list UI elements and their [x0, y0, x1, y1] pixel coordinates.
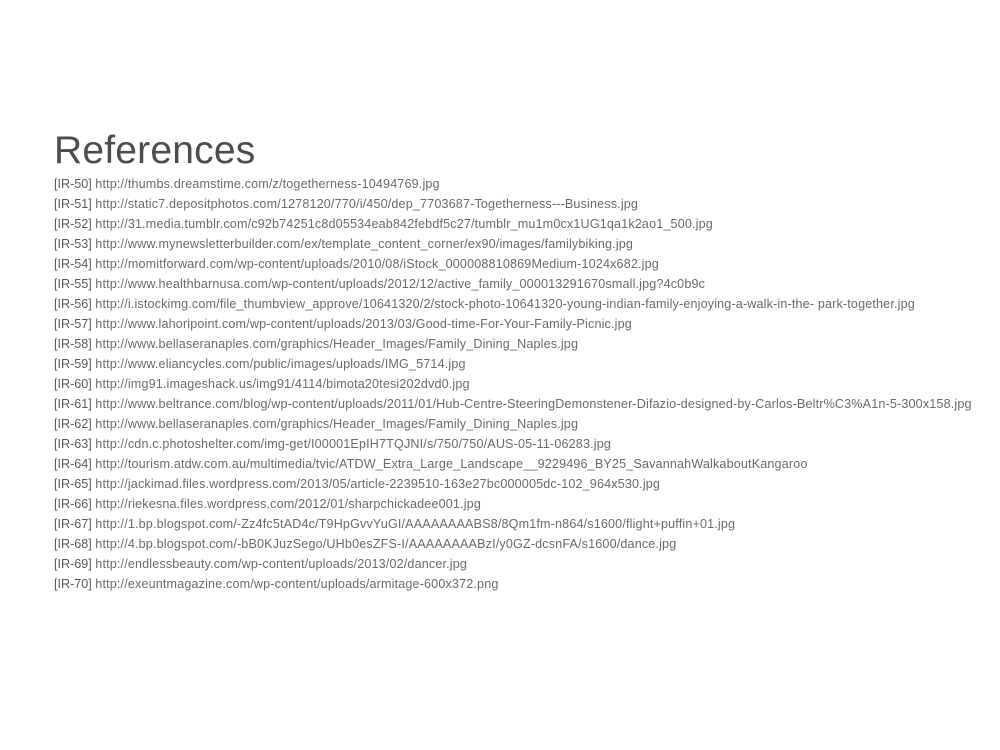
reference-id: [IR-54] [54, 257, 92, 271]
reference-id: [IR-62] [54, 417, 92, 431]
reference-id: [IR-69] [54, 557, 92, 571]
reference-item [54, 194, 986, 214]
reference-id: [IR-59] [54, 357, 92, 371]
reference-item [54, 314, 986, 334]
reference-item [54, 414, 986, 434]
reference-item [54, 354, 986, 374]
reference-link[interactable]: http://riekesna.files.wordpress.com/2012/01/sharpchickadee001.jpg [95, 497, 481, 511]
reference-link[interactable]: http://jackimad.files.wordpress.com/2013/05/article-2239510-163e27bc000005dc-102_964x530.jpg [95, 477, 661, 491]
reference-id: [IR-51] [54, 197, 92, 211]
reference-id: [IR-61] [54, 397, 92, 411]
reference-link[interactable]: http://static7.depositphotos.com/1278120/770/i/450/dep_7703687-Togetherness---Business.jpg [95, 197, 639, 211]
reference-item [54, 534, 986, 554]
reference-link[interactable]: http://www.lahoripoint.com/wp-content/uploads/2013/03/Good-time-For-Your-Family-Picnic.jpg [95, 317, 632, 331]
reference-item [54, 554, 986, 574]
reference-link[interactable]: http://www.bellaseranaples.com/graphics/Header_Images/Family_Dining_Naples.jpg [95, 417, 579, 431]
reference-id: [IR-58] [54, 337, 92, 351]
reference-link[interactable]: http://www.healthbarnusa.com/wp-content/uploads/2012/12/active_family_000013291670small.jpg?4c0b9c [95, 277, 706, 291]
reference-link[interactable]: http://31.media.tumblr.com/c92b74251c8d05534eab842febdf5c27/tumblr_mu1m0cx1UG1qa1k2ao1_500.jpg [95, 217, 713, 231]
reference-id: [IR-63] [54, 437, 92, 451]
reference-link[interactable]: http://www.beltrance.com/blog/wp-content/uploads/2011/01/Hub-Centre-SteeringDemonstener-Difazio-designed-by-Carlos-Beltr%C3%A1n-5-300x158.jpg [95, 397, 972, 411]
reference-item [54, 574, 986, 594]
reference-list [54, 174, 986, 594]
reference-item [54, 474, 986, 494]
reference-id: [IR-65] [54, 477, 92, 491]
reference-item [54, 234, 986, 254]
reference-item [54, 394, 986, 414]
reference-id: [IR-68] [54, 537, 92, 551]
reference-link[interactable]: http://i.istockimg.com/file_thumbview_approve/10641320/2/stock-photo-10641320-young-indian-family-enjoying-a-walk-in-the- park-together.jpg [95, 297, 915, 311]
reference-id: [IR-56] [54, 297, 92, 311]
reference-item [54, 174, 986, 194]
reference-link[interactable]: http://img91.imageshack.us/img91/4114/bimota20tesi202dvd0.jpg [95, 377, 470, 391]
reference-id: [IR-57] [54, 317, 92, 331]
page-title: References [54, 129, 256, 172]
reference-id: [IR-50] [54, 177, 92, 191]
reference-id: [IR-67] [54, 517, 92, 531]
reference-link[interactable]: http://thumbs.dreamstime.com/z/togetherness-10494769.jpg [95, 177, 440, 191]
reference-link[interactable]: http://exeuntmagazine.com/wp-content/uploads/armitage-600x372.png [95, 577, 499, 591]
reference-link[interactable]: http://4.bp.blogspot.com/-bB0KJuzSego/UHb0esZFS-I/AAAAAAAABzI/y0GZ-dcsnFA/s1600/dance.jpg [95, 537, 677, 551]
reference-id: [IR-64] [54, 457, 92, 471]
reference-link[interactable]: http://tourism.atdw.com.au/multimedia/tvic/ATDW_Extra_Large_Landscape__9229496_BY25_SavannahWalkaboutKangaroo [95, 457, 808, 471]
reference-item [54, 274, 986, 294]
reference-item [54, 434, 986, 454]
reference-id: [IR-66] [54, 497, 92, 511]
reference-link[interactable]: http://endlessbeauty.com/wp-content/uploads/2013/02/dancer.jpg [95, 557, 468, 571]
reference-id: [IR-53] [54, 237, 92, 251]
reference-link[interactable]: http://cdn.c.photoshelter.com/img-get/I00001EpIH7TQJNI/s/750/750/AUS-05-11-06283.jpg [95, 437, 611, 451]
reference-item [54, 454, 986, 474]
reference-item [54, 214, 986, 234]
reference-link[interactable]: http://www.eliancycles.com/public/images/uploads/IMG_5714.jpg [95, 357, 466, 371]
reference-id: [IR-70] [54, 577, 92, 591]
reference-link[interactable]: http://www.mynewsletterbuilder.com/ex/template_content_corner/ex90/images/familybiking.jpg [95, 237, 634, 251]
reference-item [54, 494, 986, 514]
reference-link[interactable]: http://momitforward.com/wp-content/uploads/2010/08/iStock_000008810869Medium-1024x682.jpg [95, 257, 659, 271]
reference-item [54, 334, 986, 354]
reference-id: [IR-55] [54, 277, 92, 291]
reference-item [54, 374, 986, 394]
reference-item [54, 514, 986, 534]
reference-link[interactable]: http://www.bellaseranaples.com/graphics/Header_Images/Family_Dining_Naples.jpg [95, 337, 579, 351]
reference-link[interactable]: http://1.bp.blogspot.com/-Zz4fc5tAD4c/T9HpGvvYuGI/AAAAAAAABS8/8Qm1fm-n864/s1600/flight+puffin+01.jpg [95, 517, 736, 531]
reference-id: [IR-60] [54, 377, 92, 391]
reference-item [54, 294, 986, 314]
reference-item [54, 254, 986, 274]
reference-id: [IR-52] [54, 217, 92, 231]
